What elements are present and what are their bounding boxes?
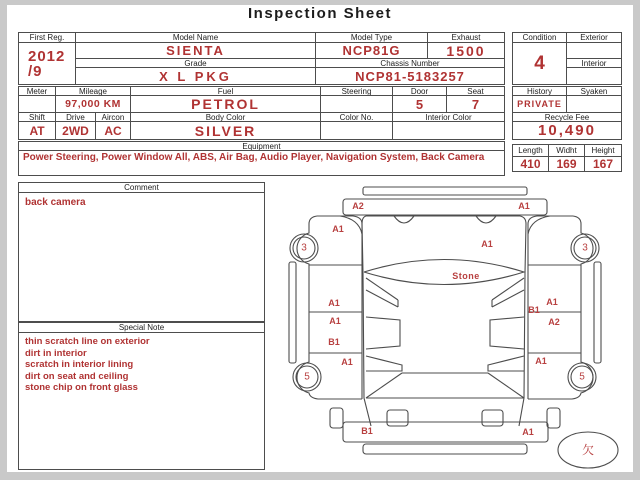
model-type-label: Model Type: [316, 33, 428, 43]
width-value: 169: [549, 157, 585, 171]
damage-marker: A1: [332, 224, 344, 234]
special-note-box: [18, 322, 265, 470]
interior-label: Interior: [567, 59, 621, 68]
color-no-value: [321, 122, 393, 139]
condition-label: Condition: [513, 33, 567, 43]
condition-table: [512, 32, 622, 85]
special-note-lines: [19, 333, 264, 469]
front-bumper-strip: [363, 187, 527, 195]
chassis-number-value: NCP81-5183257: [355, 68, 465, 84]
fuel-label: Fuel: [131, 87, 321, 96]
hood-arcs: [394, 216, 496, 223]
damage-marker: A2: [352, 201, 364, 211]
mechanical-table: [18, 86, 505, 140]
rear-bumper-strip: [363, 444, 527, 454]
left-tail-light: [387, 410, 408, 426]
damage-marker: A2: [548, 317, 560, 327]
aircon-label: Aircon: [96, 113, 131, 122]
damage-marker: B1: [361, 426, 373, 436]
page-title: Inspection Sheet: [247, 5, 393, 22]
meter-label: Meter: [19, 87, 56, 96]
right-tail-light: [482, 410, 503, 426]
history-label: History: [513, 87, 567, 96]
damage-marker: A1: [329, 316, 341, 326]
right-front-window: [492, 278, 524, 307]
syaken-value: [567, 96, 621, 113]
shift-label: Shift: [19, 113, 56, 122]
damage-marker: A1: [546, 297, 558, 307]
missing-marker: 欠: [581, 443, 595, 457]
special-note-line: dirt on seat and ceiling: [25, 370, 129, 382]
first-reg-year: 2012: [28, 47, 66, 65]
damage-marker: A1: [518, 201, 530, 211]
mileage-label: Mileage: [56, 87, 131, 96]
windshield: [364, 260, 524, 285]
body-color-label: Body Color: [131, 113, 321, 122]
car-diagram: [268, 183, 640, 478]
right-rear-corner: [547, 408, 560, 428]
condition-value: 4: [513, 43, 567, 84]
wheel-marker: 5: [304, 371, 310, 383]
steering-label: Steering: [321, 87, 393, 96]
body-color-value: SILVER: [131, 122, 321, 139]
shift-value: AT: [19, 122, 56, 139]
damage-marker: A1: [481, 239, 493, 249]
comment-box: [18, 182, 265, 322]
right-rear-window: [488, 356, 524, 371]
drive-value: 2WD: [56, 122, 96, 139]
exterior-value: [567, 43, 621, 59]
mileage-value: 97,000 KM: [56, 96, 131, 113]
first-reg-month: /9: [28, 62, 43, 80]
exterior-label: Exterior: [567, 33, 621, 43]
vehicle-identity-table: [18, 32, 505, 85]
width-label: Widht: [549, 145, 585, 157]
comment-label: Comment: [19, 183, 264, 193]
rear-bumper: [343, 422, 548, 442]
aircon-value: AC: [96, 122, 131, 139]
rear-window: [366, 373, 524, 398]
special-note-line: scratch in interior lining: [25, 359, 134, 370]
history-value: PRIVATE: [513, 96, 567, 113]
comment-text: back camera: [25, 197, 86, 208]
equipment-label: Equipment: [19, 142, 504, 151]
drive-label: Drive: [56, 113, 96, 122]
left-front-window: [366, 278, 398, 307]
wheel-marker: 3: [582, 242, 588, 254]
interior-color-value: [393, 122, 504, 139]
body-outline: [362, 216, 526, 426]
damage-marker: B1: [528, 305, 540, 315]
left-rear-corner: [330, 408, 343, 428]
height-label: Height: [585, 145, 621, 157]
length-label: Length: [513, 145, 549, 157]
length-value: 410: [513, 157, 549, 171]
exhaust-value: 1500: [428, 43, 504, 59]
left-sill: [289, 262, 296, 363]
damage-marker: A1: [522, 427, 534, 437]
special-note-line: thin scratch line on exterior: [25, 336, 150, 347]
door-value: 5: [393, 96, 447, 113]
exhaust-label: Exhaust: [428, 33, 504, 43]
grade-label: Grade: [76, 59, 316, 68]
height-value: 167: [592, 157, 614, 171]
chassis-number-label: Chassis Number: [316, 59, 504, 68]
note-marker: Stone: [452, 271, 480, 281]
recycle-fee-value: 10,490: [538, 122, 596, 139]
front-bumper: [343, 199, 547, 215]
damage-markers-layer: [301, 201, 594, 457]
grade-value: X L PKG: [76, 68, 316, 84]
damage-marker: A1: [535, 356, 547, 366]
door-label: Door: [393, 87, 447, 96]
model-name-label: Model Name: [76, 33, 316, 43]
damage-marker: A1: [328, 298, 340, 308]
right-mid-window: [490, 317, 524, 349]
model-type-value: NCP81G: [316, 43, 428, 59]
fuel-value: PETROL: [131, 96, 321, 113]
special-note-label: Special Note: [19, 323, 264, 333]
recycle-fee-label: Recycle Fee: [513, 113, 621, 122]
interior-value: [567, 68, 621, 84]
special-note-line: dirt in interior: [25, 347, 87, 359]
damage-marker: B1: [328, 337, 340, 347]
dimensions-table: [512, 144, 622, 172]
steering-value: [321, 96, 393, 113]
first-reg-label: First Reg.: [19, 33, 76, 43]
model-name-value: SIENTA: [76, 43, 316, 59]
left-mid-window: [366, 317, 400, 349]
meter-value: [19, 96, 56, 113]
seat-label: Seat: [447, 87, 504, 96]
seat-value: 7: [447, 96, 504, 113]
syaken-label: Syaken: [567, 87, 621, 96]
color-no-label: Color No.: [321, 113, 393, 122]
interior-color-label: Interior Color: [393, 113, 504, 122]
right-sill: [594, 262, 601, 363]
damage-marker: A1: [341, 357, 353, 367]
left-rear-window: [366, 356, 402, 371]
equipment-value: Power Steering, Power Window All, ABS, Air Bag, Audio Player, Navigation System, Back Camera: [23, 152, 485, 163]
first-reg-value: [19, 43, 76, 84]
equipment-table: [18, 141, 505, 176]
wheel-marker: 5: [579, 371, 585, 383]
history-table: [512, 86, 622, 140]
wheel-marker: 3: [301, 242, 307, 254]
right-fender-curve: [528, 216, 550, 234]
special-note-line: stone chip on front glass: [25, 382, 138, 393]
